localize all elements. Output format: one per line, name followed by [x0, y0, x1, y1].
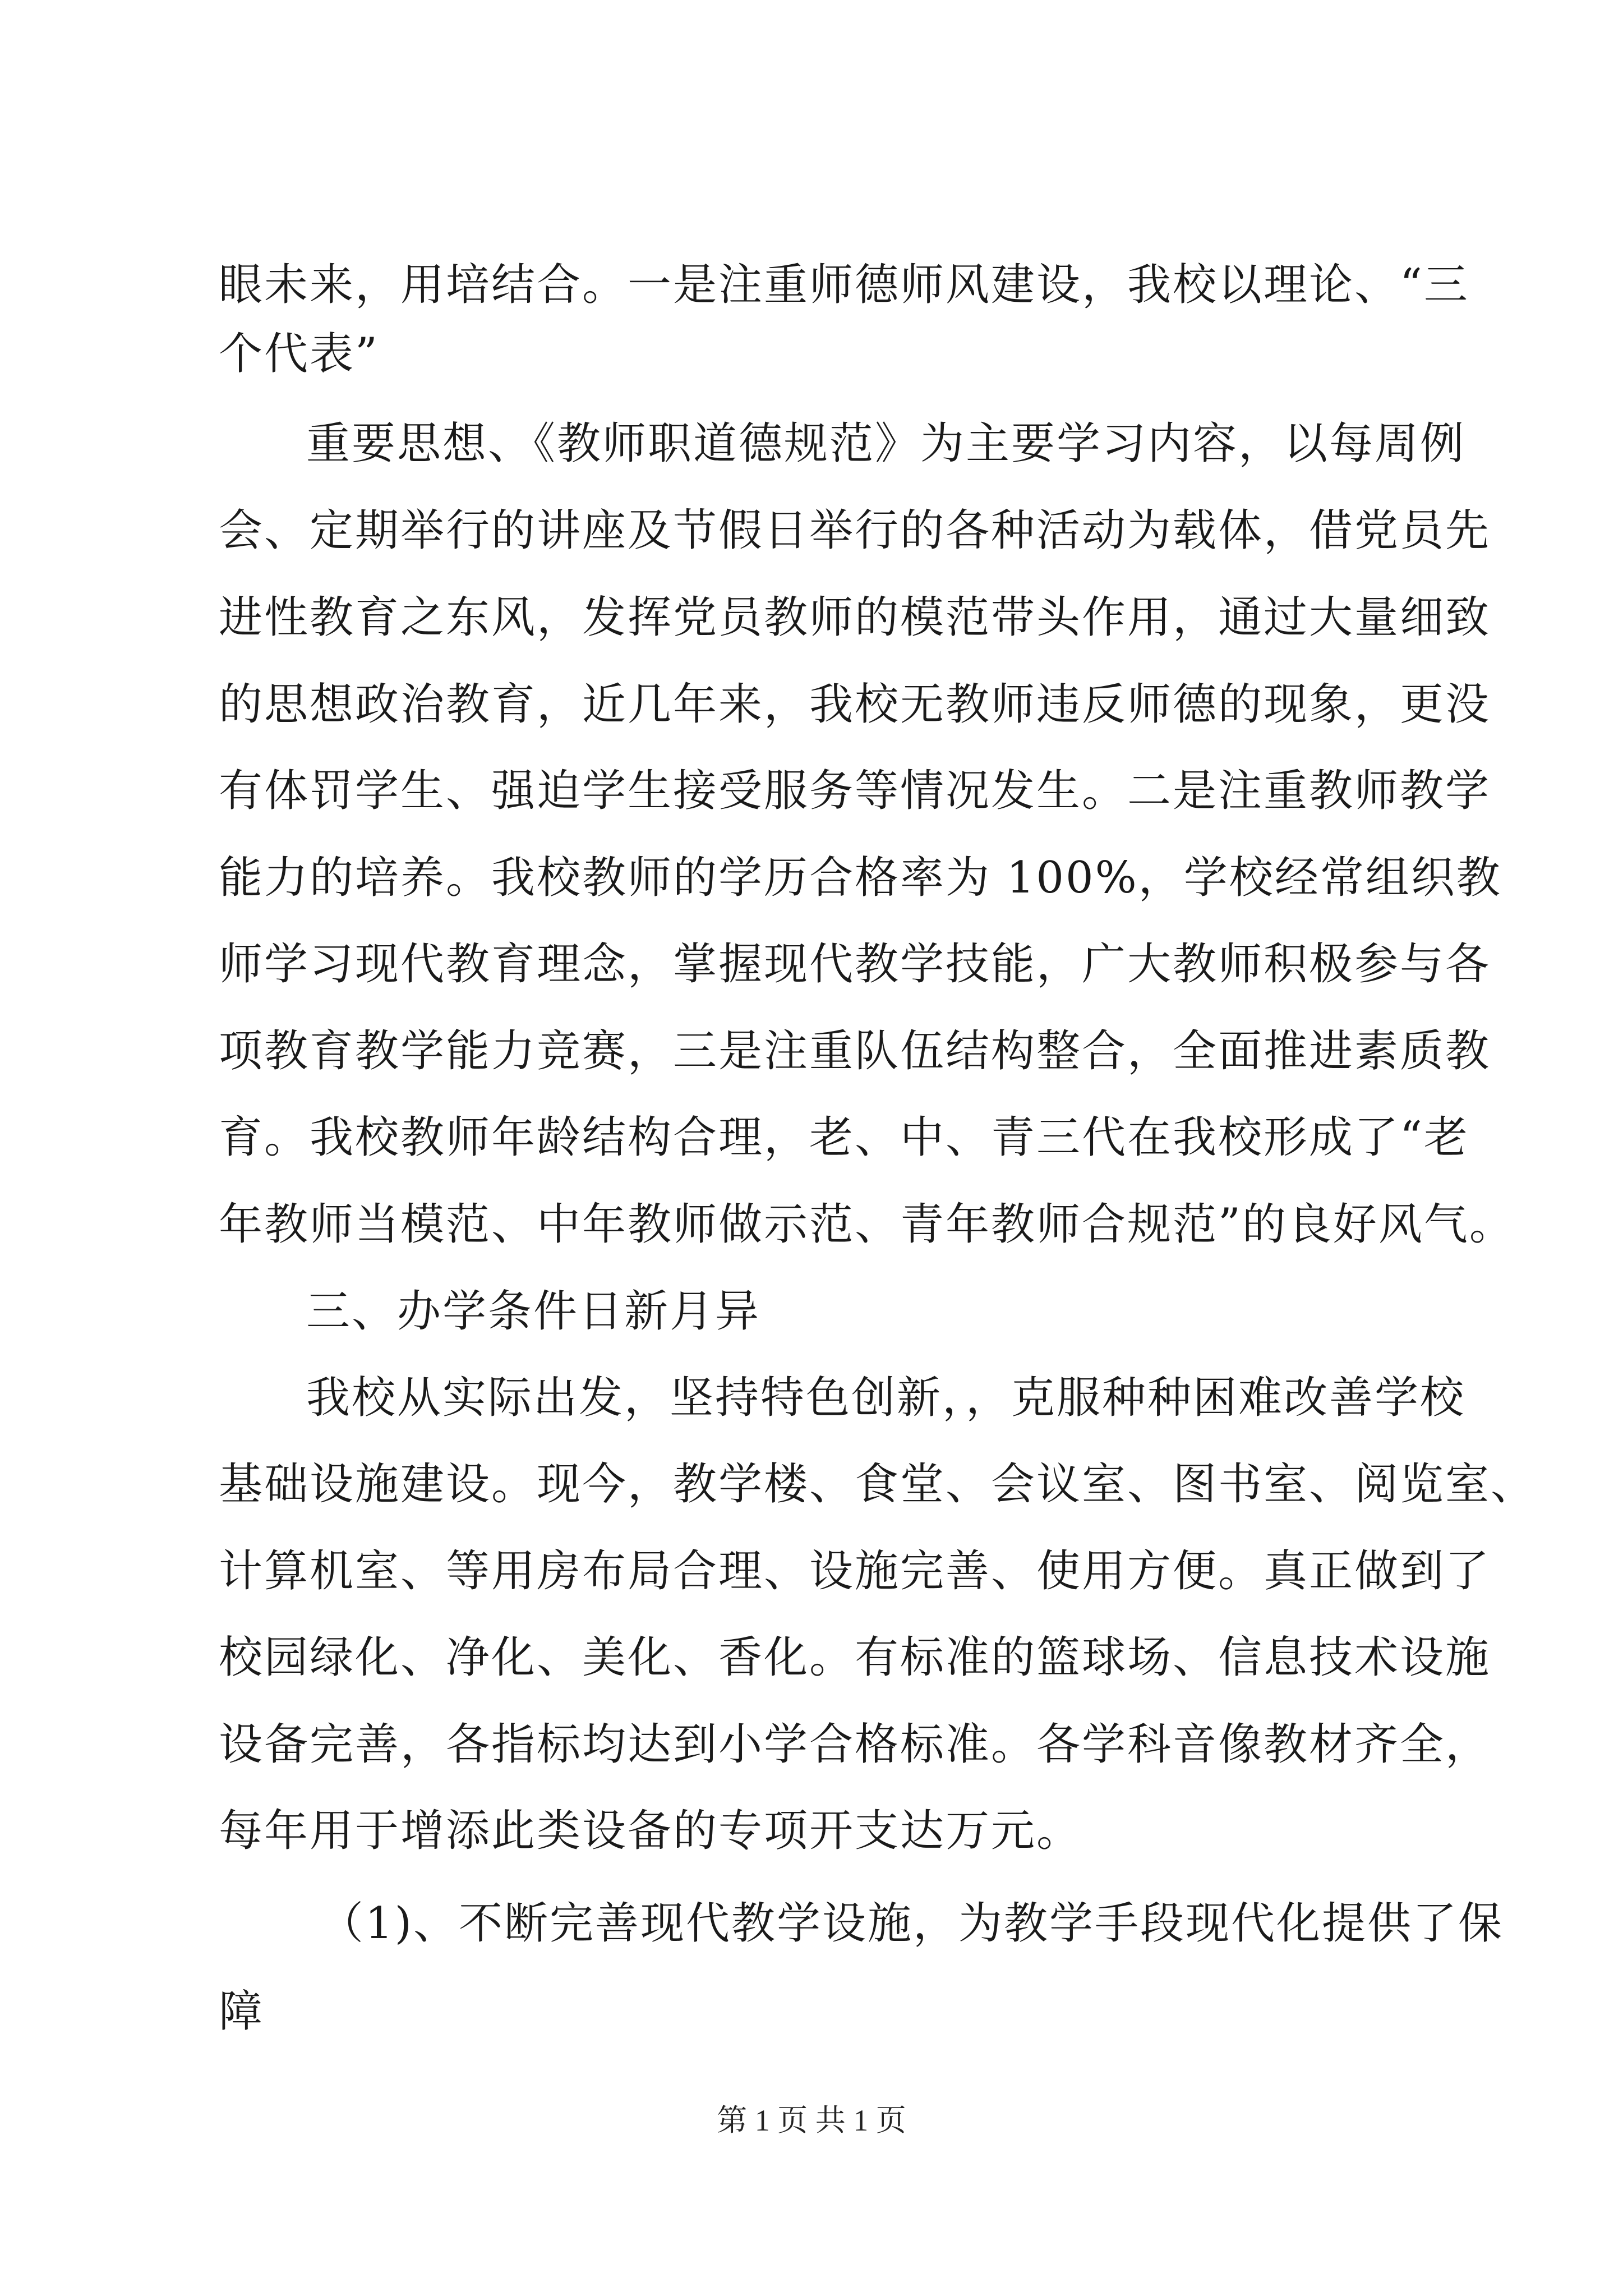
text-line: 计算机室、等用房布局合理、设施完善、使用方便。真正做到了: [219, 1546, 1491, 1596]
text-line: 的思想政治教育，近几年来，我校无教师违反师德的现象，更没: [219, 679, 1491, 730]
text-line: 进性教育之东风，发挥党员教师的模范带头作用，通过大量细致: [219, 592, 1491, 643]
text-line: 师学习现代教育理念，掌握现代教学技能，广大教师积极参与各: [219, 939, 1491, 990]
text-line: 会、定期举行的讲座及节假日举行的各种活动为载体，借党员先: [219, 505, 1491, 556]
text-line: 每年用于增添此类设备的专项开支达万元。: [219, 1806, 1082, 1856]
text-line: 育。我校教师年龄结构合理，老、中、青三代在我校形成了“老: [219, 1112, 1469, 1163]
text-line: 眼未来，用培结合。一是注重师德师风建设，我校以理论、“三: [219, 260, 1469, 310]
text-line: 设备完善，各指标均达到小学合格标准。各学科音像教材齐全，: [219, 1719, 1491, 1770]
section-heading: 三、办学条件日新月异: [306, 1286, 761, 1337]
text-line: 基础设施建设。现今，教学楼、食堂、会议室、图书室、阅览室、: [219, 1459, 1537, 1510]
text-line: 个代表”: [219, 329, 379, 379]
text-line: 有体罚学生、强迫学生接受服务等情况发生。二是注重教师教学: [219, 766, 1491, 816]
text-line: 项教育教学能力竞赛，三是注重队伍结构整合，全面推进素质教: [219, 1026, 1491, 1076]
text-line: 我校从实际出发，坚持特色创新，，克服种种困难改善学校: [306, 1373, 1466, 1423]
text-line: 校园绿化、净化、美化、香化。有标准的篮球场、信息技术设施: [219, 1632, 1491, 1683]
page-footer: 第 1 页 共 1 页: [717, 2104, 906, 2137]
text-line: （1)、不断完善现代教学设施，为教学手段现代化提供了保: [320, 1898, 1504, 1949]
text-line: 年教师当模范、中年教师做示范、青年教师合规范”的良好风气。: [219, 1199, 1515, 1250]
text-line: 障: [219, 1986, 265, 2037]
text-line: 能力的培养。我校教师的学历合格率为 100%，学校经常组织教: [219, 853, 1502, 903]
text-line: 重要思想、《教师职道德规范》为主要学习内容，以每周例: [306, 418, 1466, 469]
